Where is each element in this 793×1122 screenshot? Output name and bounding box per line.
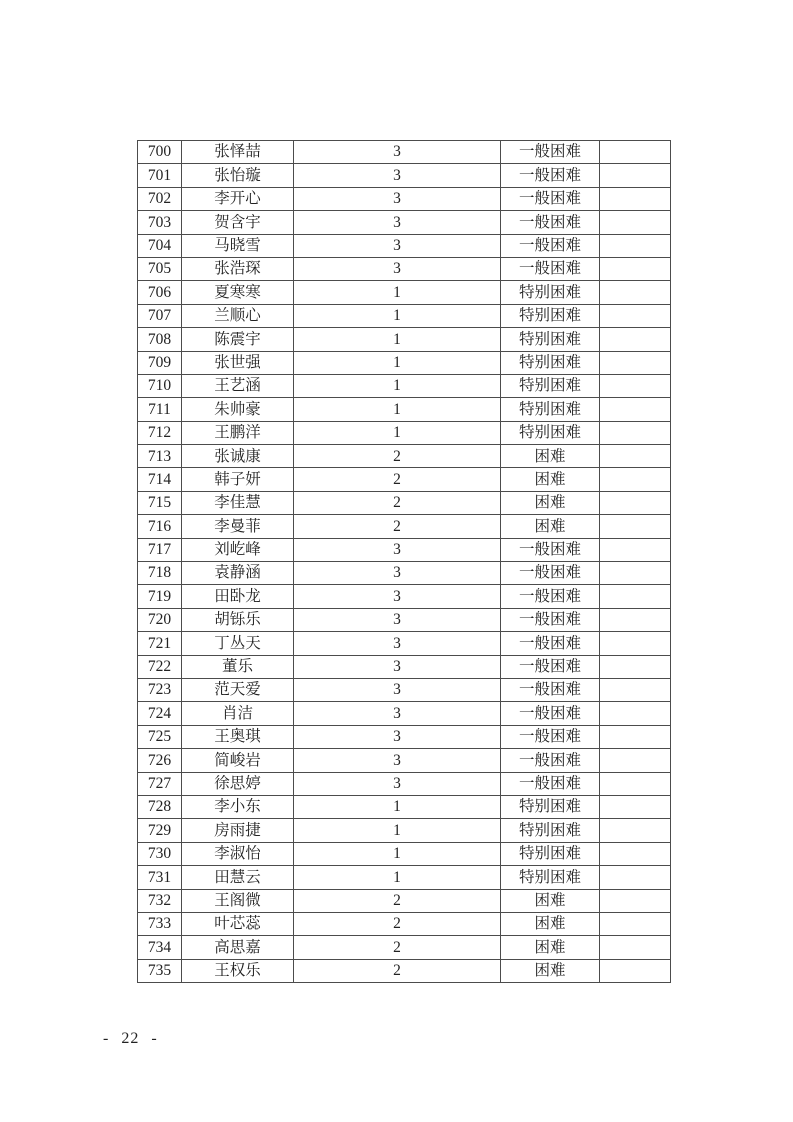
table-row — [138, 912, 671, 935]
row-number-cell: 722 — [138, 655, 182, 678]
remark-cell — [600, 281, 671, 304]
table-row — [138, 257, 671, 280]
name-cell: 房雨捷 — [182, 819, 294, 842]
grade-cell: 1 — [294, 819, 501, 842]
name-cell: 张诚康 — [182, 445, 294, 468]
remark-cell — [600, 842, 671, 865]
name-cell: 袁静涵 — [182, 562, 294, 585]
table-row — [138, 889, 671, 912]
table-row — [138, 772, 671, 795]
grade-cell: 3 — [294, 141, 501, 164]
table-row — [138, 515, 671, 538]
remark-cell — [600, 678, 671, 701]
grade-cell: 3 — [294, 702, 501, 725]
category-cell: 困难 — [501, 959, 600, 982]
category-cell: 特别困难 — [501, 421, 600, 444]
name-cell: 丁丛天 — [182, 632, 294, 655]
table-row — [138, 632, 671, 655]
row-number-cell: 700 — [138, 141, 182, 164]
table-row — [138, 819, 671, 842]
category-cell: 困难 — [501, 468, 600, 491]
name-cell: 田慧云 — [182, 866, 294, 889]
table-row — [138, 866, 671, 889]
category-cell: 特别困难 — [501, 795, 600, 818]
remark-cell — [600, 468, 671, 491]
row-number-cell: 713 — [138, 445, 182, 468]
table-row — [138, 491, 671, 514]
remark-cell — [600, 374, 671, 397]
table-row — [138, 445, 671, 468]
category-cell: 一般困难 — [501, 538, 600, 561]
row-number-cell: 710 — [138, 374, 182, 397]
remark-cell — [600, 819, 671, 842]
name-cell: 王鹏洋 — [182, 421, 294, 444]
row-number-cell: 707 — [138, 304, 182, 327]
table-row — [138, 655, 671, 678]
row-number-cell: 702 — [138, 187, 182, 210]
table-row — [138, 678, 671, 701]
category-cell: 一般困难 — [501, 749, 600, 772]
grade-cell: 3 — [294, 655, 501, 678]
table-row — [138, 141, 671, 164]
row-number-cell: 725 — [138, 725, 182, 748]
row-number-cell: 730 — [138, 842, 182, 865]
category-cell: 困难 — [501, 912, 600, 935]
category-cell: 一般困难 — [501, 211, 600, 234]
name-cell: 胡铄乐 — [182, 608, 294, 631]
row-number-cell: 717 — [138, 538, 182, 561]
table-row — [138, 304, 671, 327]
row-number-cell: 715 — [138, 491, 182, 514]
remark-cell — [600, 725, 671, 748]
grade-cell: 3 — [294, 632, 501, 655]
grade-cell: 2 — [294, 491, 501, 514]
grade-cell: 3 — [294, 585, 501, 608]
table-row — [138, 421, 671, 444]
name-cell: 李淑怡 — [182, 842, 294, 865]
row-number-cell: 712 — [138, 421, 182, 444]
category-cell: 特别困难 — [501, 304, 600, 327]
remark-cell — [600, 141, 671, 164]
grade-cell: 1 — [294, 795, 501, 818]
category-cell: 一般困难 — [501, 608, 600, 631]
name-cell: 韩子妍 — [182, 468, 294, 491]
grade-cell: 1 — [294, 421, 501, 444]
remark-cell — [600, 866, 671, 889]
table-row — [138, 585, 671, 608]
grade-cell: 1 — [294, 281, 501, 304]
category-cell: 一般困难 — [501, 257, 600, 280]
row-number-cell: 706 — [138, 281, 182, 304]
row-number-cell: 733 — [138, 912, 182, 935]
remark-cell — [600, 655, 671, 678]
row-number-cell: 720 — [138, 608, 182, 631]
remark-cell — [600, 445, 671, 468]
name-cell: 夏寒寒 — [182, 281, 294, 304]
category-cell: 特别困难 — [501, 398, 600, 421]
name-cell: 朱帅豪 — [182, 398, 294, 421]
category-cell: 特别困难 — [501, 328, 600, 351]
grade-cell: 1 — [294, 398, 501, 421]
table-row — [138, 562, 671, 585]
remark-cell — [600, 632, 671, 655]
remark-cell — [600, 234, 671, 257]
grade-cell: 3 — [294, 164, 501, 187]
grade-cell: 3 — [294, 725, 501, 748]
category-cell: 一般困难 — [501, 632, 600, 655]
grade-cell: 3 — [294, 772, 501, 795]
name-cell: 张世强 — [182, 351, 294, 374]
category-cell: 困难 — [501, 936, 600, 959]
table-row — [138, 374, 671, 397]
table-row — [138, 936, 671, 959]
row-number-cell: 723 — [138, 678, 182, 701]
grade-cell: 1 — [294, 304, 501, 327]
name-cell: 徐思婷 — [182, 772, 294, 795]
table-row — [138, 468, 671, 491]
name-cell: 范天爱 — [182, 678, 294, 701]
grade-cell: 1 — [294, 351, 501, 374]
category-cell: 特别困难 — [501, 842, 600, 865]
name-cell: 李曼菲 — [182, 515, 294, 538]
remark-cell — [600, 304, 671, 327]
name-cell: 肖洁 — [182, 702, 294, 725]
remark-cell — [600, 912, 671, 935]
table-row — [138, 351, 671, 374]
grade-cell: 2 — [294, 959, 501, 982]
name-cell: 马晓雪 — [182, 234, 294, 257]
remark-cell — [600, 211, 671, 234]
name-cell: 陈震宇 — [182, 328, 294, 351]
grade-cell: 2 — [294, 515, 501, 538]
row-number-cell: 734 — [138, 936, 182, 959]
name-cell: 董乐 — [182, 655, 294, 678]
row-number-cell: 711 — [138, 398, 182, 421]
table-row — [138, 608, 671, 631]
row-number-cell: 716 — [138, 515, 182, 538]
roster-table-body — [138, 141, 671, 983]
table-row — [138, 538, 671, 561]
name-cell: 王权乐 — [182, 959, 294, 982]
grade-cell: 1 — [294, 866, 501, 889]
row-number-cell: 714 — [138, 468, 182, 491]
category-cell: 一般困难 — [501, 187, 600, 210]
category-cell: 特别困难 — [501, 866, 600, 889]
name-cell: 王阁微 — [182, 889, 294, 912]
remark-cell — [600, 772, 671, 795]
row-number-cell: 708 — [138, 328, 182, 351]
grade-cell: 1 — [294, 374, 501, 397]
table-row — [138, 702, 671, 725]
name-cell: 高思嘉 — [182, 936, 294, 959]
row-number-cell: 728 — [138, 795, 182, 818]
table-row — [138, 725, 671, 748]
name-cell: 李开心 — [182, 187, 294, 210]
category-cell: 一般困难 — [501, 655, 600, 678]
grade-cell: 3 — [294, 678, 501, 701]
row-number-cell: 709 — [138, 351, 182, 374]
name-cell: 张怿喆 — [182, 141, 294, 164]
name-cell: 李小东 — [182, 795, 294, 818]
row-number-cell: 721 — [138, 632, 182, 655]
remark-cell — [600, 187, 671, 210]
grade-cell: 1 — [294, 328, 501, 351]
remark-cell — [600, 608, 671, 631]
row-number-cell: 718 — [138, 562, 182, 585]
name-cell: 王艺涵 — [182, 374, 294, 397]
row-number-cell: 704 — [138, 234, 182, 257]
remark-cell — [600, 959, 671, 982]
grade-cell: 2 — [294, 468, 501, 491]
name-cell: 张浩琛 — [182, 257, 294, 280]
page-number: - 22 - — [103, 1030, 158, 1047]
row-number-cell: 729 — [138, 819, 182, 842]
grade-cell: 3 — [294, 257, 501, 280]
table-row — [138, 749, 671, 772]
grade-cell: 3 — [294, 187, 501, 210]
row-number-cell: 705 — [138, 257, 182, 280]
row-number-cell: 727 — [138, 772, 182, 795]
category-cell: 一般困难 — [501, 725, 600, 748]
name-cell: 简峻岩 — [182, 749, 294, 772]
name-cell: 刘屹峰 — [182, 538, 294, 561]
remark-cell — [600, 585, 671, 608]
remark-cell — [600, 795, 671, 818]
table-row — [138, 398, 671, 421]
table-row — [138, 187, 671, 210]
name-cell: 李佳慧 — [182, 491, 294, 514]
grade-cell: 2 — [294, 912, 501, 935]
table-row — [138, 842, 671, 865]
grade-cell: 3 — [294, 538, 501, 561]
row-number-cell: 726 — [138, 749, 182, 772]
row-number-cell: 719 — [138, 585, 182, 608]
grade-cell: 2 — [294, 936, 501, 959]
remark-cell — [600, 421, 671, 444]
grade-cell: 3 — [294, 608, 501, 631]
category-cell: 一般困难 — [501, 234, 600, 257]
remark-cell — [600, 398, 671, 421]
category-cell: 困难 — [501, 491, 600, 514]
row-number-cell: 731 — [138, 866, 182, 889]
table-row — [138, 211, 671, 234]
remark-cell — [600, 538, 671, 561]
remark-cell — [600, 351, 671, 374]
remark-cell — [600, 702, 671, 725]
name-cell: 田卧龙 — [182, 585, 294, 608]
table-row — [138, 281, 671, 304]
remark-cell — [600, 936, 671, 959]
remark-cell — [600, 749, 671, 772]
remark-cell — [600, 257, 671, 280]
grade-cell: 2 — [294, 889, 501, 912]
category-cell: 困难 — [501, 515, 600, 538]
category-cell: 一般困难 — [501, 585, 600, 608]
category-cell: 特别困难 — [501, 351, 600, 374]
row-number-cell: 724 — [138, 702, 182, 725]
remark-cell — [600, 491, 671, 514]
table-row — [138, 959, 671, 982]
remark-cell — [600, 562, 671, 585]
category-cell: 困难 — [501, 889, 600, 912]
table-row — [138, 164, 671, 187]
row-number-cell: 735 — [138, 959, 182, 982]
row-number-cell: 703 — [138, 211, 182, 234]
table-row — [138, 234, 671, 257]
category-cell: 一般困难 — [501, 772, 600, 795]
category-cell: 特别困难 — [501, 374, 600, 397]
table-row — [138, 795, 671, 818]
grade-cell: 3 — [294, 749, 501, 772]
category-cell: 一般困难 — [501, 702, 600, 725]
category-cell: 一般困难 — [501, 141, 600, 164]
remark-cell — [600, 328, 671, 351]
grade-cell: 2 — [294, 445, 501, 468]
category-cell: 一般困难 — [501, 562, 600, 585]
category-cell: 困难 — [501, 445, 600, 468]
row-number-cell: 732 — [138, 889, 182, 912]
row-number-cell: 701 — [138, 164, 182, 187]
grade-cell: 3 — [294, 211, 501, 234]
category-cell: 特别困难 — [501, 281, 600, 304]
name-cell: 王奥琪 — [182, 725, 294, 748]
grade-cell: 3 — [294, 234, 501, 257]
category-cell: 一般困难 — [501, 678, 600, 701]
remark-cell — [600, 515, 671, 538]
name-cell: 张怡璇 — [182, 164, 294, 187]
aid-roster-table — [137, 140, 671, 983]
name-cell: 贺含宇 — [182, 211, 294, 234]
name-cell: 叶芯蕊 — [182, 912, 294, 935]
table-row — [138, 328, 671, 351]
grade-cell: 3 — [294, 562, 501, 585]
category-cell: 特别困难 — [501, 819, 600, 842]
remark-cell — [600, 889, 671, 912]
remark-cell — [600, 164, 671, 187]
category-cell: 一般困难 — [501, 164, 600, 187]
grade-cell: 1 — [294, 842, 501, 865]
name-cell: 兰顺心 — [182, 304, 294, 327]
